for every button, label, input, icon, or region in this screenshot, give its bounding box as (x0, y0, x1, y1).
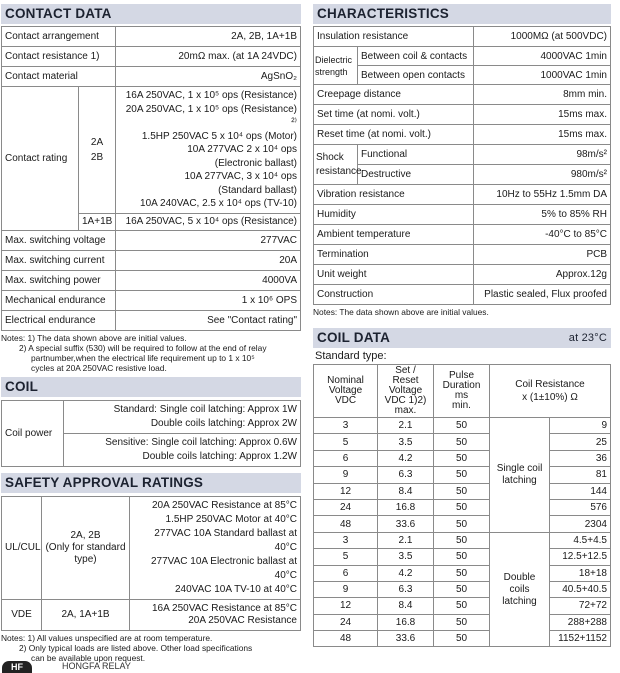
contact-arrangement-value: 2A, 2B, 1A+1B (116, 27, 301, 47)
rating-group-1a1b: 1A+1B (79, 213, 116, 230)
contact-resistance-label: Contact resistance 1) (2, 47, 116, 67)
table-row (314, 549, 611, 565)
rating-line: 20A 250VAC, 1 x 10⁵ ops (Resistance) ²⁾ (125, 103, 297, 128)
nominal-voltage-cell: 12 (314, 483, 378, 499)
rating-line: 10A 240VAC, 2.5 x 10⁴ ops (TV-10) (140, 198, 297, 209)
nominal-voltage-cell: 6 (314, 450, 378, 466)
characteristics-table (313, 26, 611, 305)
rating-line: 1.5HP 250VAC 5 x 10⁴ ops (Motor) (141, 130, 297, 142)
coil-resistance-cell: 12.5+12.5 (550, 549, 611, 565)
insulation-value: 1000MΩ (at 500VDC) (474, 27, 611, 47)
table-row (314, 516, 611, 532)
max-voltage-value: 277VAC (116, 230, 301, 250)
ambient-temperature-value: -40°C to 85°C (474, 225, 611, 245)
rating-group-2a2b: 2A 2B (79, 87, 116, 214)
brand-name: HONGFA RELAY (62, 661, 131, 671)
note-line: 2) Only typical loads are listed above. Other load specifications (19, 642, 253, 653)
coil-power-table (1, 400, 301, 467)
contact-data-table (1, 26, 301, 331)
max-voltage-label: Max. switching voltage (2, 230, 116, 250)
set-reset-voltage-cell: 33.6 (378, 516, 434, 532)
coil-resistance-cell: 72+72 (550, 598, 611, 614)
electrical-endurance-label: Electrical endurance (2, 310, 116, 330)
ul-line: 20A 250VAC Resistance at 85°C (151, 499, 297, 511)
set-reset-voltage-cell: 3.5 (378, 434, 434, 450)
nominal-voltage-cell: 24 (314, 614, 378, 630)
shock-destructive-label: Destructive (358, 165, 474, 185)
dielectric-label: Dielectric strength (314, 47, 358, 85)
col-header-pulse-duration: Pulse Duration ms min. (434, 365, 490, 418)
note-line: cycles at 20A 250VAC resistive load. (31, 362, 167, 373)
table-row (314, 467, 611, 483)
set-reset-voltage-cell: 2.1 (378, 532, 434, 548)
set-reset-voltage-cell: 16.8 (378, 614, 434, 630)
coil-resistance-cell: 81 (550, 467, 611, 483)
right-column (313, 4, 611, 647)
coil-resistance-cell: 4.5+4.5 (550, 532, 611, 548)
max-current-label: Max. switching current (2, 250, 116, 270)
reset-time-label: Reset time (at nomi. volt.) (314, 125, 474, 145)
nominal-voltage-cell: 3 (314, 418, 378, 434)
rating-line: (Electronic ballast) (214, 157, 297, 169)
table-row (314, 483, 611, 499)
nominal-voltage-cell: 6 (314, 565, 378, 581)
pulse-duration-cell: 50 (434, 516, 490, 532)
ul-line: 277VAC 10A Standard ballast at 40°C (154, 527, 297, 553)
construction-label: Construction (314, 285, 474, 305)
table-row (314, 631, 611, 647)
table-row (314, 418, 611, 434)
table-row (314, 565, 611, 581)
note-line: can be available upon request. (31, 652, 146, 663)
coil-header: COIL (1, 377, 301, 397)
nominal-voltage-cell: 12 (314, 598, 378, 614)
characteristics-header: CHARACTERISTICS (313, 4, 611, 24)
brand-footer (2, 661, 131, 673)
table-row (314, 434, 611, 450)
contact-rating-label: Contact rating (2, 87, 79, 231)
dielectric-open-value: 1000VAC 1min (474, 66, 611, 85)
construction-value: Plastic sealed, Flux proofed (474, 285, 611, 305)
unit-weight-value: Approx.12g (474, 265, 611, 285)
table-row (314, 450, 611, 466)
pulse-duration-cell: 50 (434, 483, 490, 499)
rating-line: 10A 277VAC, 3 x 10⁴ ops (184, 171, 297, 182)
coil-resistance-cell: 2304 (550, 516, 611, 532)
coil-resistance-cell: 1152+1152 (550, 631, 611, 647)
col-header-set-reset-voltage: Set / Reset Voltage VDC 1)2) max. (378, 365, 434, 418)
double-coils-latching-label: Double coils latching (490, 532, 550, 647)
shock-destructive-value: 980m/s² (474, 165, 611, 185)
vde-label: VDE (2, 599, 42, 630)
pulse-duration-cell: 50 (434, 549, 490, 565)
coil-resistance-cell: 40.5+40.5 (550, 581, 611, 597)
rating-line: (Standard ballast) (218, 184, 297, 196)
pulse-duration-cell: 50 (434, 598, 490, 614)
shock-functional-value: 98m/s² (474, 145, 611, 165)
coil-resistance-cell: 36 (550, 450, 611, 466)
termination-value: PCB (474, 245, 611, 265)
set-reset-voltage-cell: 2.1 (378, 418, 434, 434)
termination-label: Termination (314, 245, 474, 265)
shock-label: Shock resistance (314, 145, 358, 185)
nominal-voltage-cell: 9 (314, 467, 378, 483)
set-reset-voltage-cell: 4.2 (378, 450, 434, 466)
creepage-label: Creepage distance (314, 85, 474, 105)
pulse-duration-cell: 50 (434, 614, 490, 630)
nominal-voltage-cell: 24 (314, 499, 378, 515)
nominal-voltage-cell: 48 (314, 516, 378, 532)
rating-line-1a1b: 16A 250VAC, 5 x 10⁴ ops (Resistance) (116, 213, 301, 230)
note-line: 2) A special suffix (530) will be required to follow at the end of relay (19, 342, 267, 353)
pulse-duration-cell: 50 (434, 532, 490, 548)
coil-data-header (313, 328, 611, 348)
set-reset-voltage-cell: 8.4 (378, 483, 434, 499)
nominal-voltage-cell: 9 (314, 581, 378, 597)
note-line: Notes: 1) All values unspecified are at room temperature. (1, 632, 213, 643)
pulse-duration-cell: 50 (434, 631, 490, 647)
set-reset-voltage-cell: 6.3 (378, 581, 434, 597)
dielectric-open-label: Between open contacts (358, 66, 474, 85)
creepage-value: 8mm min. (474, 85, 611, 105)
ul-line: 277VAC 10A Electronic ballast at 40°C (150, 555, 297, 581)
set-reset-voltage-cell: 3.5 (378, 549, 434, 565)
left-column (1, 4, 301, 663)
safety-notes (1, 633, 301, 663)
pulse-duration-cell: 50 (434, 467, 490, 483)
table-row (314, 581, 611, 597)
table-row (314, 532, 611, 548)
note-line: Notes: 1) The data shown above are initial values. (1, 332, 187, 343)
set-reset-voltage-cell: 4.2 (378, 565, 434, 581)
mechanical-endurance-value: 1 x 10⁶ OPS (116, 290, 301, 310)
safety-header: SAFETY APPROVAL RATINGS (1, 473, 301, 493)
humidity-value: 5% to 85% RH (474, 205, 611, 225)
dielectric-coil-label: Between coil & contacts (358, 47, 474, 66)
table-row (314, 614, 611, 630)
contact-notes (1, 333, 301, 373)
reset-time-value: 15ms max. (474, 125, 611, 145)
vde-text: 16A 250VAC Resistance at 85°C 20A 250VAC Resistance (130, 599, 301, 630)
dielectric-coil-value: 4000VAC 1min (474, 47, 611, 66)
set-reset-voltage-cell: 16.8 (378, 499, 434, 515)
shock-functional-label: Functional (358, 145, 474, 165)
coil-resistance-cell: 25 (550, 434, 611, 450)
nominal-voltage-cell: 5 (314, 434, 378, 450)
vde-group: 2A, 1A+1B (42, 599, 130, 630)
coil-power-standard: Standard: Single coil latching: Approx 1W Double coils latching: Approx 2W (64, 400, 301, 433)
max-power-label: Max. switching power (2, 270, 116, 290)
nominal-voltage-cell: 48 (314, 631, 378, 647)
electrical-endurance-value: See "Contact rating" (116, 310, 301, 330)
table-row (314, 598, 611, 614)
max-power-value: 4000VA (116, 270, 301, 290)
coil-resistance-cell: 18+18 (550, 565, 611, 581)
pulse-duration-cell: 50 (434, 450, 490, 466)
unit-weight-label: Unit weight (314, 265, 474, 285)
nominal-voltage-cell: 5 (314, 549, 378, 565)
coil-resistance-cell: 288+288 (550, 614, 611, 630)
col-header-coil-resistance: Coil Resistance x (1±10%) Ω (490, 365, 611, 418)
contact-arrangement-label: Contact arrangement (2, 27, 116, 47)
table-row (314, 499, 611, 515)
contact-data-header: CONTACT DATA (1, 4, 301, 24)
coil-data-title: COIL DATA (317, 330, 391, 345)
set-reset-voltage-cell: 33.6 (378, 631, 434, 647)
ul-line: 1.5HP 250VAC Motor at 40°C (165, 513, 297, 525)
pulse-duration-cell: 50 (434, 565, 490, 581)
pulse-duration-cell: 50 (434, 418, 490, 434)
coil-power-label: Coil power (2, 400, 64, 466)
coil-resistance-cell: 9 (550, 418, 611, 434)
safety-table (1, 496, 301, 631)
humidity-label: Humidity (314, 205, 474, 225)
col-header-nominal-voltage: Nominal Voltage VDC (314, 365, 378, 418)
ul-line: 240VAC 10A TV-10 at 40°C (174, 583, 297, 595)
vibration-value: 10Hz to 55Hz 1.5mm DA (474, 185, 611, 205)
coil-resistance-cell: 576 (550, 499, 611, 515)
contact-resistance-value: 20mΩ max. (at 1A 24VDC) (116, 47, 301, 67)
coil-data-subtitle: Standard type: (315, 350, 387, 362)
insulation-label: Insulation resistance (314, 27, 474, 47)
max-current-value: 20A (116, 250, 301, 270)
pulse-duration-cell: 50 (434, 499, 490, 515)
coil-power-sensitive: Sensitive: Single coil latching: Approx 0.6W Double coils latching: Approx 1.2W (64, 433, 301, 466)
rating-line: 10A 277VAC 2 x 10⁴ ops (187, 144, 297, 155)
coil-data-body (314, 418, 611, 647)
single-coil-latching-label: Single coil latching (490, 418, 550, 533)
rating-lines-2a2b (116, 87, 301, 214)
pulse-duration-cell: 50 (434, 581, 490, 597)
set-reset-voltage-cell: 6.3 (378, 467, 434, 483)
pulse-duration-cell: 50 (434, 434, 490, 450)
coil-data-temperature: at 23°C (568, 332, 607, 344)
ul-cul-label: UL/CUL (2, 496, 42, 599)
ambient-temperature-label: Ambient temperature (314, 225, 474, 245)
vibration-label: Vibration resistance (314, 185, 474, 205)
coil-data-table (313, 364, 611, 647)
contact-material-value: AgSnO₂ (116, 67, 301, 87)
set-time-value: 15ms max. (474, 105, 611, 125)
contact-material-label: Contact material (2, 67, 116, 87)
mechanical-endurance-label: Mechanical endurance (2, 290, 116, 310)
nominal-voltage-cell: 3 (314, 532, 378, 548)
set-time-label: Set time (at nomi. volt.) (314, 105, 474, 125)
rating-line: 16A 250VAC, 1 x 10⁵ ops (Resistance) (125, 90, 297, 101)
hongfa-logo-icon: HF (2, 661, 32, 673)
characteristics-notes: Notes: The data shown above are initial values. (313, 307, 489, 317)
ul-cul-group: 2A, 2B (Only for standard type) (42, 496, 130, 599)
coil-resistance-cell: 144 (550, 483, 611, 499)
note-line: partnumber,when the electrical life requirement up to 1 x 10⁵ (31, 352, 255, 363)
ul-cul-lines (130, 496, 301, 599)
set-reset-voltage-cell: 8.4 (378, 598, 434, 614)
